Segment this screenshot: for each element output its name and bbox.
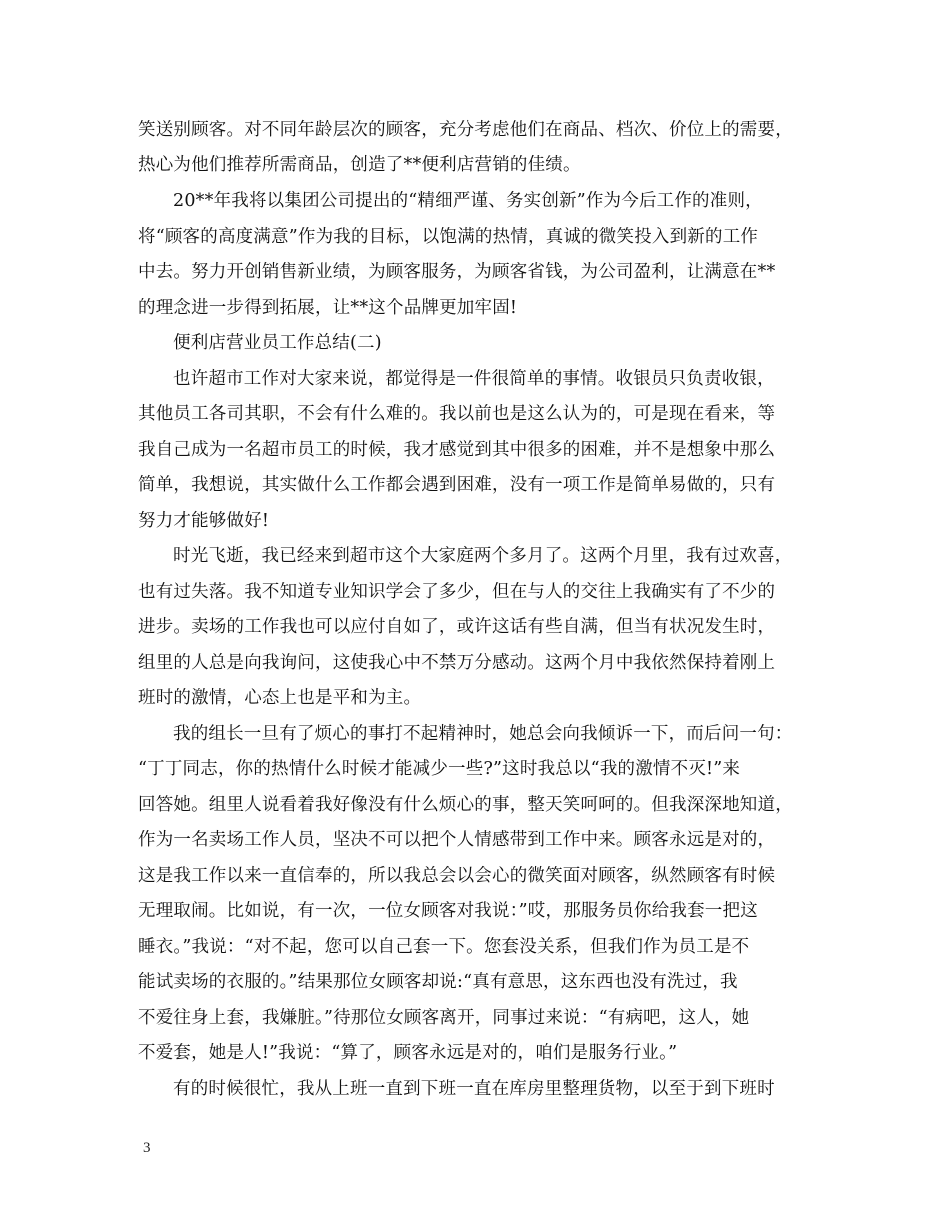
text-line: 的理念进一步得到拓展，让**这个品牌更加牢固! [138, 298, 518, 318]
text-line: 无理取闹。比如说，有一次，一位女顾客对我说：”哎，那服务员你给我套一把这 [138, 901, 758, 921]
paragraph-first-line: 我的组长一旦有了烦心的事打不起精神时，她总会向我倾诉一下，而后问一句： [173, 724, 793, 744]
paragraph-first-line: 时光飞逝，我已经来到超市这个大家庭两个多月了。这两个月里，我有过欢喜， [173, 546, 793, 566]
page-number: 3 [143, 1140, 151, 1156]
text-line: 能试卖场的衣服的。”结果那位女顾客却说:“真有意思，这东西也没有洗过，我 [138, 972, 738, 992]
text-line: 作为一名卖场工作人员，坚决不可以把个人情感带到工作中来。顾客永远是对的， [138, 830, 776, 850]
text-line: “丁丁同志，你的热情什么时候才能减少一些?”这时我总以“我的激情不灭!”来 [138, 759, 741, 779]
text-line: 努力才能够做好! [138, 511, 270, 531]
text-line: 也有过失落。我不知道专业知识学会了多少，但在与人的交往上我确实有了不少的 [138, 582, 776, 602]
text-line: 进步。卖场的工作我也可以应付自如了，或许这话有些自满，但当有状况发生时， [138, 617, 776, 637]
text-line: 班时的激情，心态上也是平和为主。 [138, 688, 422, 708]
text-line: 我自己成为一名超市员工的时候，我才感觉到其中很多的困难，并不是想象中那么 [138, 440, 776, 460]
text-line: 这是我工作以来一直信奉的，所以我总会以会心的微笑面对顾客，纵然顾客有时候 [138, 866, 776, 886]
text-line: 简单，我想说，其实做什么工作都会遇到困难，没有一项工作是简单易做的，只有 [138, 475, 776, 495]
paragraph-first-line: 有的时候很忙，我从上班一直到下班一直在库房里整理货物，以至于到下班时 [173, 1079, 775, 1099]
text-line: 不爱套，她是人!”我说：“算了，顾客永远是对的，咱们是服务行业。” [138, 1043, 678, 1063]
text-line: 中去。努力开创销售新业绩，为顾客服务，为顾客省钱，为公司盈利，让满意在** [138, 262, 776, 282]
text-line: 睡衣。”我说：“对不起，您可以自己套一下。您套没关系，但我们作为员工是不 [138, 937, 750, 957]
section-heading: 便利店营业员工作总结(二) [173, 333, 382, 353]
paragraph-first-line: 20**年我将以集团公司提出的“精细严谨、务实创新”作为今后工作的准则， [173, 191, 763, 211]
text-line: 组里的人总是向我询问，这使我心中不禁万分感动。这两个月中我依然保持着刚上 [138, 653, 776, 673]
text-line: 将“顾客的高度满意”作为我的目标，以饱满的热情，真诚的微笑投入到新的工作 [138, 227, 759, 247]
text-line: 热心为他们推荐所需商品，创造了**便利店营销的佳绩。 [138, 155, 581, 175]
text-line: 其他员工各司其职，不会有什么难的。我以前也是这么认为的，可是现在看来，等 [138, 404, 776, 424]
text-line: 不爱往身上套，我嫌脏。”待那位女顾客离开，同事过来说：“有病吧，这人，她 [138, 1008, 750, 1028]
text-line: 笑送别顾客。对不同年龄层次的顾客，充分考虑他们在商品、档次、价位上的需要， [138, 120, 793, 140]
paragraph-first-line: 也许超市工作对大家来说，都觉得是一件很简单的事情。收银员只负责收银， [173, 369, 775, 389]
text-line: 回答她。组里人说看着我好像没有什么烦心的事，整天笑呵呵的。但我深深地知道， [138, 795, 793, 815]
